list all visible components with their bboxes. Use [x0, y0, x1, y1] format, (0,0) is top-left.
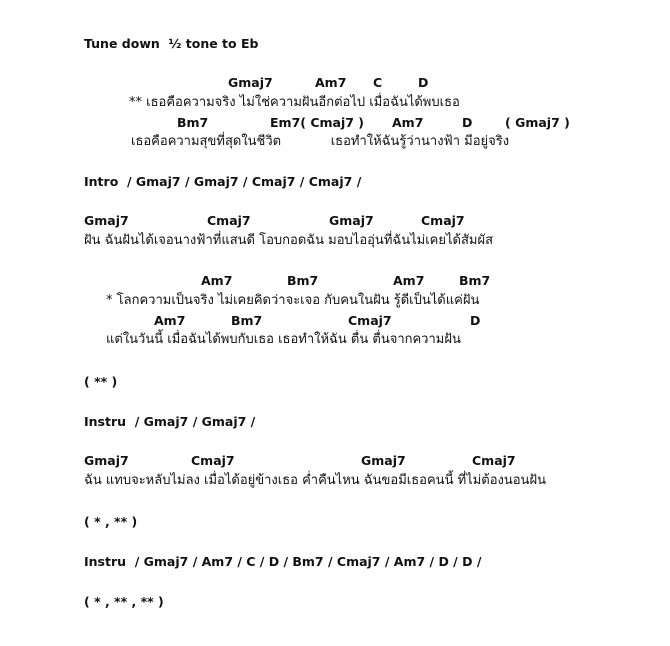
- chord: Am7: [315, 75, 347, 90]
- chord: Gmaj7: [84, 213, 129, 228]
- chord: Bm7: [287, 273, 319, 288]
- instrumental-line-2: Instru / Gmaj7 / Am7 / C / D / Bm7 / Cmaj7 / Am7 / D / D /: [84, 554, 482, 569]
- chord: Em7( Cmaj7 ): [270, 115, 365, 130]
- chord: Bm7: [177, 115, 209, 130]
- chord: Gmaj7: [228, 75, 273, 90]
- chord: Gmaj7: [361, 453, 406, 468]
- verse2-lyric: ฉัน แทบจะหลับไม่ลง เมื่อได้อยู่ข้างเธอ ค่ำคืนไหน ฉันขอมีเธอคนนี้ ที่ไม่ต้องนอนฝัน: [84, 473, 546, 488]
- chord: D: [470, 313, 481, 328]
- verse1-lyric: ฝัน ฉันฝันได้เจอนางฟ้าที่แสนดี โอบกอดฉัน มอบไออุ่นที่ฉันไม่เคยได้สัมผัส: [84, 233, 494, 248]
- chord: D: [418, 75, 429, 90]
- chord: Cmaj7: [207, 213, 251, 228]
- chorus-lyric-2: เธอคือความสุขที่สุดในชีวิต เธอทำให้ฉันรู้ว่านางฟ้า มีอยู่จริง: [131, 134, 510, 149]
- chord: Gmaj7: [329, 213, 374, 228]
- chord: D: [462, 115, 473, 130]
- chord: Cmaj7: [421, 213, 465, 228]
- prechorus-lyric-2: แต่ในวันนี้ เมื่อฉันได้พบกับเธอ เธอทำให้ฉัน ตื่น ตื่นจากความฝัน: [106, 332, 461, 347]
- intro-line: Intro / Gmaj7 / Gmaj7 / Cmaj7 / Cmaj7 /: [84, 174, 362, 189]
- repeat-marker-1: ( ** ): [84, 374, 118, 389]
- chord: Cmaj7: [472, 453, 516, 468]
- chord: ( Gmaj7 ): [505, 115, 570, 130]
- chord: Bm7: [459, 273, 491, 288]
- tuning-note: Tune down ½ tone to Eb: [84, 36, 259, 51]
- repeat-marker-2: ( * , ** ): [84, 514, 138, 529]
- chord: Am7: [392, 115, 424, 130]
- chord: Gmaj7: [84, 453, 129, 468]
- chord: Am7: [201, 273, 233, 288]
- prechorus-lyric-1: * โลกความเป็นจริง ไม่เคยคิดว่าจะเจอ กับคนในฝัน รู้ดีเป็นได้แค่ฝัน: [106, 293, 480, 308]
- chord: Am7: [393, 273, 425, 288]
- chord: Cmaj7: [348, 313, 392, 328]
- chord: Cmaj7: [191, 453, 235, 468]
- chord: Bm7: [231, 313, 263, 328]
- chord: C: [373, 75, 383, 90]
- instrumental-line-1: Instru / Gmaj7 / Gmaj7 /: [84, 414, 256, 429]
- repeat-marker-3: ( * , ** , ** ): [84, 594, 164, 609]
- chorus-lyric-1: ** เธอคือความจริง ไม่ใช่ความฝันอีกต่อไป เมื่อฉันได้พบเธอ: [129, 95, 460, 110]
- chord: Am7: [154, 313, 186, 328]
